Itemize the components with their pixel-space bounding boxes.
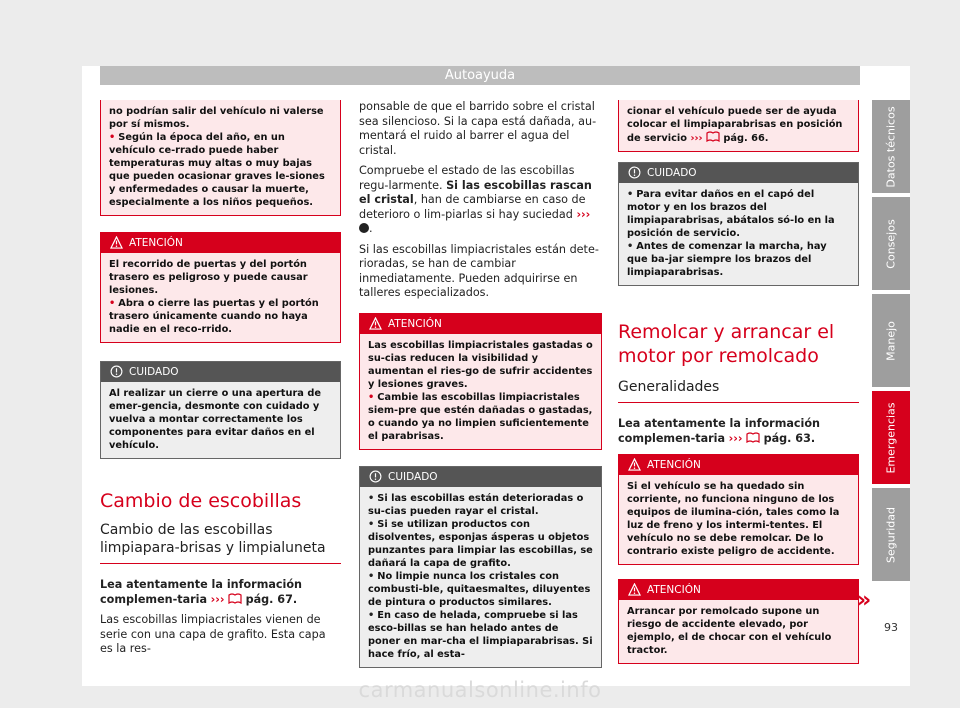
body-paragraph-2: Compruebe el estado de las escobillas regu-larmente. Si las escobillas rascan el cristal, han de cambiarse en caso de deterioro o lim-piarlas si hay suciedad ››› . — [359, 164, 592, 235]
info-circle-icon — [628, 166, 641, 179]
continue-arrow-icon: » — [857, 588, 872, 613]
warning-triangle-icon — [110, 236, 123, 249]
warning-triangle-icon — [369, 317, 382, 330]
tab-seguridad[interactable]: Seguridad — [872, 488, 910, 581]
book-reference-icon — [706, 131, 720, 142]
tab-emergencias[interactable]: Emergencias — [872, 391, 910, 484]
caution-box: CUIDADO • Si las escobillas están deterioradas o su-cias pueden rayar el cristal. • Si se utilizan productos con disolventes, esponjas ásperas u objetos punzantes para limpiar las escobillas, se dañará la capa de grafito. • No limpie nunca los cristales con combusti-ble, quitaesmaltes, diluyentes de pintura o productos similares. • En caso de helada, compruebe si las esco-billas se han helado antes de poner en mar-cha el limpiaparabrisas. Si hace frío, al esta- — [359, 466, 602, 668]
section-subheading: Cambio de las escobillas limpiapara-brisas y limpialuneta — [100, 521, 341, 564]
warning-ref-icon — [359, 223, 369, 233]
info-circle-icon — [110, 365, 123, 378]
column-3 — [618, 100, 859, 664]
attention-box: ATENCIÓN Si el vehículo se ha quedado sin corriente, no funciona ninguno de los equipos de ilumina-ción, tales como la luz de freno y los intermi-tentes. El vehículo no se debe remolcar. De lo contrario existe peligro de accidente. — [618, 454, 859, 565]
warning-triangle-icon — [628, 583, 641, 596]
watermark: carmanualsonline.info — [358, 678, 602, 702]
body-paragraph-3: Si las escobillas limpiacristales están dete-rioradas, se han de cambiar inmediatamente. Pueden adquirirse en talleres especializados. — [359, 242, 599, 299]
column-2 — [359, 100, 602, 668]
attention-box: ATENCIÓN El recorrido de puertas y del portón trasero es peligroso y puede causar lesiones. • Abra o cierre las puertas y el portón trasero únicamente cuando no haya nadie en el reco-rrido. — [100, 232, 341, 343]
section-heading: Cambio de escobillas — [100, 490, 302, 512]
page-number: 93 — [884, 621, 898, 634]
tab-datos-tecnicos[interactable]: Datos técnicos — [872, 100, 910, 193]
attention-box: ATENCIÓN Las escobillas limpiacristales gastadas o su-cias reducen la visibilidad y aumentan el ries-go de sufrir accidentes y lesiones graves. • Cambie las escobillas limpiacristales siem-pre que estén dañadas o gastadas, o cuando ya no limpien suficientemente el parabrisas. — [359, 313, 602, 450]
warning-continued-box: no podrían salir del vehículo ni valerse por sí mismos. • Según la época del año, en un vehículo ce-rrado puede haber temperaturas muy altas o muy bajas que pueden ocasionar graves le-siones y enfermedades o causar la muerte, especialmente a los niños pequeños. — [100, 100, 341, 216]
caution-box: CUIDADO • Para evitar daños en el capó del motor y en los brazos del limpiaparabrisas, abátalos só-lo en la posición de servicio. • Antes de comenzar la marcha, hay que ba-jar siempre los brazos del limpiaparabrisas. — [618, 162, 859, 286]
section-subheading: Generalidades — [618, 378, 859, 403]
info-circle-icon — [369, 470, 382, 483]
book-reference-icon — [746, 432, 760, 443]
section-heading: Remolcar y arrancar el motor por remolcado — [618, 321, 835, 367]
column-1 — [100, 100, 341, 663]
body-paragraph: Las escobillas limpiacristales vienen de serie con una capa de grafito. Esta capa es la res- — [100, 613, 326, 655]
book-reference-icon — [228, 593, 242, 604]
warning-continued-box: cionar el vehículo puede ser de ayuda colocar el limpiaparabrisas en posición de servicio ››› pág. 66. — [618, 100, 859, 152]
tab-consejos[interactable]: Consejos — [872, 197, 910, 290]
tab-manejo[interactable]: Manejo — [872, 294, 910, 387]
caution-box: CUIDADO Al realizar un cierre o una apertura de emer-gencia, desmonte con cuidado y vuelva a montar correctamente los componentes para evitar daños en el vehículo. — [100, 361, 341, 459]
intro-paragraph: Lea atentamente la información complemen-taria ››› pág. 67. — [100, 578, 303, 606]
attention-box-2: ATENCIÓN Arrancar por remolcado supone un riesgo de accidente elevado, por ejemplo, el de chocar con el vehículo tractor. — [618, 579, 859, 664]
intro-paragraph: Lea atentamente la información complemen-taria ››› pág. 63. — [618, 417, 821, 445]
body-paragraph-1: ponsable de que el barrido sobre el cristal sea silencioso. Si la capa está dañada, au-mentará el ruido al barrer el agua del cristal. — [359, 100, 597, 157]
warning-triangle-icon — [628, 458, 641, 471]
page-header: Autoayuda — [100, 66, 860, 85]
